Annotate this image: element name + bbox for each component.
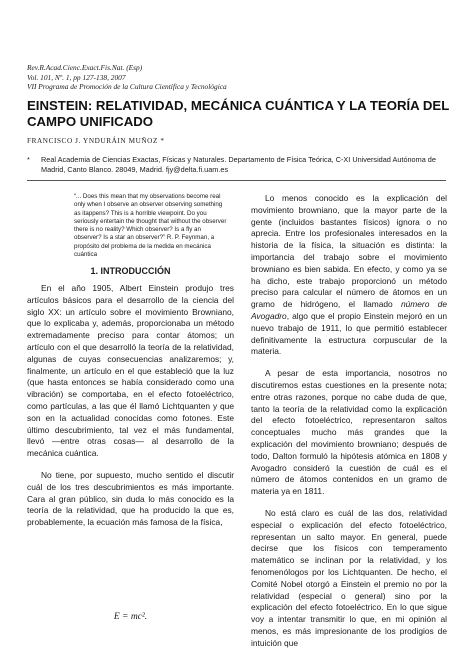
paragraph: No está claro es cuál de las dos, relatividad especial o explicación del efecto fotoeléctrico, representan un salto mayor. En general, puede decirse que los físicos con temperamento matemático se inclinan por la relatividad, y los fenomenólogos por los Lichtquanten. De hecho, el Comité Nobel otorgó a Einstein el premio no por la relatividad (especial o general) sino por la explicación del efecto fotoeléctrico. En lo que sigue voy a intentar transmitir lo que, en mi opinión al menos, es más impresionante de los prodigios de intuición que (251, 507, 447, 648)
emphasis-text: número de Avogadro (251, 299, 447, 321)
paragraph: A pesar de esta importancia, nosotros no discutiremos estas cuestiones en la presente nota; entre otras razones, porque no cabe duda de que, tanto la teoría de la relatividad como la explicación del efecto fotoeléctrico, representaron saltos conceptuales mucho más grandes que la explicación del movimiento browniano; después de todo, Dalton formuló la hipótesis atómica en 1808 y Avogadro consideró la cuestión de cuál es el número de átomos contenidos en un gramo de materia ya en 1811. (251, 368, 447, 497)
paragraph-text: , algo que el propio Einstein mejoró en un nuevo trabajo de 1911, lo que permitió establecer definitivamente la estructura corpuscular de la materia. (251, 310, 447, 357)
journal-volume: Vol. 101, Nº. 1, pp 127-138, 2007 (27, 72, 126, 82)
right-column (251, 193, 447, 659)
paragraph: En el año 1905, Albert Einstein produjo tres artículos básicos para el desarrollo de la ciencia del siglo XX: un artículo sobre el movimiento Browniano, que lo explicaba y, además, proporcionaba un método extremadamente preciso para contar átomos; un artículo con el que desarrolló la teoría de la relatividad, algunas de cuyas consecuencias analizaremos; y, finalmente, un artículo en el que estableció que la luz (que hasta entonces se había considerado como una vibración) se comportaba, en el efecto fotoeléctrico, como partículas, a las que él llamó Lichtquanten y que son en la actualidad conocidas como fotones. Este último descubrimiento, tal vez el más fundamental, llevó —entre otras cosas— al desarrollo de la mecánica cuántica. (27, 283, 234, 459)
epigraph: “... Does this mean that my observations become real only when I observe an observer observing something as itappens? This is a horrible viewpoint. Do you seriously entertain the thought that without the observer there is no reality? Which observer? Is a fly an observer? Is a star an observer?” R. P. Feynman, a propósito del problema de la medida en mecánica cuántica (74, 193, 227, 259)
section-heading: 1. INTRODUCCIÓN (90, 266, 171, 276)
journal-program: VII Programa de Promoción de la Cultura Científica y Tecnológica (27, 82, 227, 92)
affiliation-mark: * (27, 155, 30, 164)
equation: E = mc². (113, 612, 148, 622)
paragraph: No tiene, por supuesto, mucho sentido el discutir cuál de los tres descubrimientos es más importante. Cara al gran público, sin duda lo más conocido es la teoría de la relatividad, que ha producido la que es, probablemente, la ecuación más famosa de la física, (27, 469, 234, 528)
journal-citation: Rev.R.Acad.Cienc.Exact.Fis.Nat. (Esp) (27, 63, 143, 72)
author-name: FRANCISCO J. YNDURÁIN MUÑOZ * (27, 137, 165, 145)
affiliation-text: Real Academia de Ciencias Exactas, Físicas y Naturales. Departamento de Física Teórica, C-XI Universidad Autónoma de Madrid, Canto Blanco. 28049, Madrid. fjy@delta.fi.uam.es (41, 155, 436, 175)
header-divider (27, 180, 446, 181)
affiliation (27, 155, 452, 176)
journal-header (27, 63, 447, 92)
article-title: EINSTEIN: RELATIVIDAD, MECÁNICA CUÁNTICA Y LA TEORÍA DEL CAMPO UNIFICADO (27, 98, 450, 129)
paragraph-text: Lo menos conocido es la explicación del movimiento browniano, que la mayor parte de la gente (incluidos bastantes físicos) ignora o no aprecia. Entre los profesionales interesados en la historia de la física, la situación es distinta: la importancia del trabajo sobre el movimiento browniano es bien sabida. En efecto, y como ya se ha dicho, este trabajo proporcionó un método preciso para calcular el número de átomos en un gramo de hidrógeno, el llamado (251, 193, 447, 310)
left-column (27, 283, 234, 539)
paragraph (251, 193, 447, 358)
